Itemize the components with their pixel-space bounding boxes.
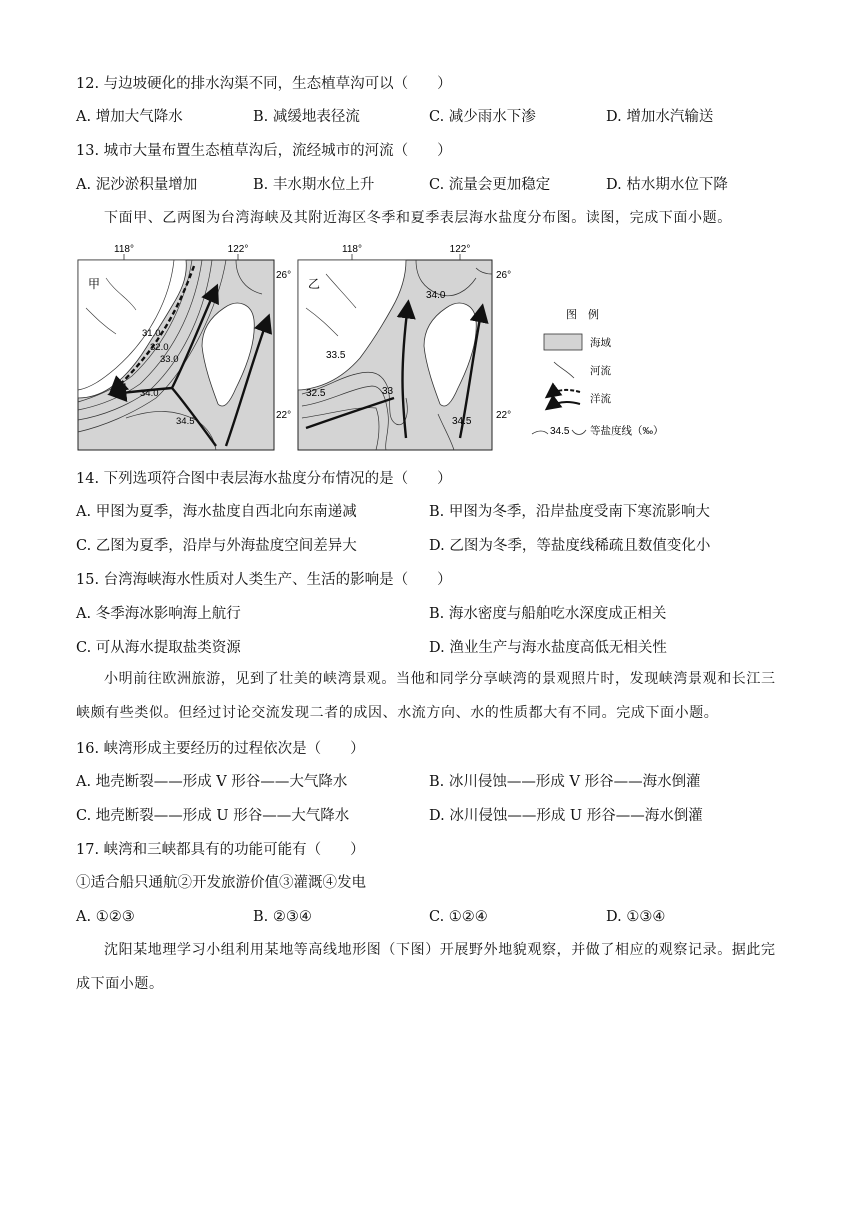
lon-122-label-right: 122° (449, 244, 471, 255)
lat-22-label-left: 22° (276, 410, 292, 421)
legend-sea: 海域 (590, 337, 611, 349)
intro-fjord: 小明前往欧洲旅游，见到了壮美的峡湾景观。当他和同学分享峡湾的景观照片时，发现峡湾景观和长江三峡颇有些类似。但经过讨论交流发现二者的成因、水流方向、水的性质都大有不同。完成下面小题。 (76, 671, 776, 721)
q14-option-b[interactable]: B. 甲图为冬季，沿岸盐度受南下寒流影响大 (429, 504, 710, 520)
q12-option-b[interactable]: B. 减缓地表径流 (253, 109, 360, 125)
isohaline-34-5-yi: 34.5 (452, 416, 472, 427)
isohaline-33-yi: 33 (382, 386, 394, 397)
q17-option-c[interactable]: C. ①②④ (429, 909, 488, 925)
q15-option-c[interactable]: C. 可从海水提取盐类资源 (76, 640, 241, 656)
isohaline-34-0: 34.0 (140, 388, 159, 399)
isohaline-32-5-yi: 32.5 (306, 388, 326, 399)
intro-salinity: 下面甲、乙两图为台湾海峡及其附近海区冬季和夏季表层海水盐度分布图。读图，完成下面小题。 (104, 210, 732, 226)
question-16-stem: 16. 峡湾形成主要经历的过程依次是（ ） (76, 741, 365, 757)
legend-title: 图 例 (566, 309, 599, 321)
isohaline-34-0-yi: 34.0 (426, 290, 446, 301)
legend-river: 河流 (590, 365, 611, 377)
q17-option-d[interactable]: D. ①③④ (606, 909, 666, 925)
q14-option-c[interactable]: C. 乙图为夏季，沿岸与外海盐度空间差异大 (76, 538, 357, 554)
q16-option-a[interactable]: A. 地壳断裂——形成 V 形谷——大气降水 (76, 774, 348, 790)
isohaline-33-5-yi: 33.5 (326, 350, 346, 361)
q12-option-d[interactable]: D. 增加水汽输送 (606, 109, 714, 125)
lat-26-label-right: 26° (496, 270, 512, 281)
legend-isohaline: 等盐度线（‰） (590, 425, 664, 437)
isohaline-33-0: 33.0 (160, 354, 179, 365)
isohaline-34-5: 34.5 (176, 416, 195, 427)
map-yi (298, 244, 511, 450)
q16-option-c[interactable]: C. 地壳断裂——形成 U 形谷——大气降水 (76, 808, 350, 824)
legend-current: 洋流 (590, 393, 611, 405)
q13-option-c[interactable]: C. 流量会更加稳定 (429, 177, 551, 193)
question-15-stem: 15. 台湾海峡海水性质对人类生产、生活的影响是（ ） (76, 572, 452, 588)
lon-118-label-right: 118° (342, 244, 362, 255)
question-13-stem: 13. 城市大量布置生态植草沟后，流经城市的河流（ ） (76, 143, 452, 159)
q17-option-a[interactable]: A. ①②③ (76, 909, 135, 925)
salinity-map-figure (76, 238, 716, 456)
q17-option-b[interactable]: B. ②③④ (253, 909, 312, 925)
q15-option-a[interactable]: A. 冬季海冰影响海上航行 (76, 606, 241, 622)
lon-118-label-left: 118° (114, 244, 134, 255)
q13-option-d[interactable]: D. 枯水期水位下降 (606, 177, 728, 193)
q13-option-a[interactable]: A. 泥沙淤积量增加 (76, 177, 198, 193)
q16-option-d[interactable]: D. 冰川侵蚀——形成 U 形谷——海水倒灌 (429, 808, 703, 824)
legend-isohaline-sample: 34.5 (550, 426, 570, 437)
map-label-yi: 乙 (308, 277, 321, 291)
q12-option-c[interactable]: C. 减少雨水下渗 (429, 109, 536, 125)
question-12-stem: 12. 与边坡硬化的排水沟渠不同，生态植草沟可以（ ） (76, 76, 452, 92)
q12-option-a[interactable]: A. 增加大气降水 (76, 109, 183, 125)
q15-option-b[interactable]: B. 海水密度与船舶吃水深度成正相关 (429, 606, 667, 622)
intro-contour-map: 沈阳某地理学习小组利用某地等高线地形图（下图）开展野外地貌观察，并做了相应的观察记录。据此完成下面小题。 (76, 942, 776, 992)
q14-option-d[interactable]: D. 乙图为冬季，等盐度线稀疏且数值变化小 (429, 538, 711, 554)
q16-option-b[interactable]: B. 冰川侵蚀——形成 V 形谷——海水倒灌 (429, 774, 701, 790)
q17-choices: ①适合船只通航②开发旅游价值③灌溉④发电 (76, 875, 366, 891)
isohaline-32-0: 32.0 (150, 342, 169, 353)
isohaline-31-0: 31.0 (142, 328, 161, 339)
question-17-stem: 17. 峡湾和三峡都具有的功能可能有（ ） (76, 842, 365, 858)
q14-option-a[interactable]: A. 甲图为夏季，海水盐度自西北向东南递减 (76, 504, 357, 520)
map-legend (532, 307, 664, 437)
lat-22-label-right: 22° (496, 410, 512, 421)
map-jia (78, 244, 291, 450)
question-14-stem: 14. 下列选项符合图中表层海水盐度分布情况的是（ ） (76, 471, 452, 487)
map-label-jia: 甲 (88, 277, 101, 291)
lat-26-label-left: 26° (276, 270, 292, 281)
lon-122-label-left: 122° (227, 244, 249, 255)
q13-option-b[interactable]: B. 丰水期水位上升 (253, 177, 375, 193)
q15-option-d[interactable]: D. 渔业生产与海水盐度高低无相关性 (429, 640, 667, 656)
